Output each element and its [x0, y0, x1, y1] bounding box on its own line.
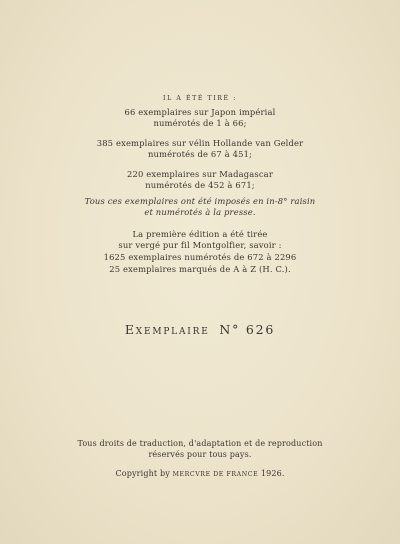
- rights-line-2: réservés pour tous pays.: [148, 450, 252, 459]
- tirage-line: et numérotés à la presse.: [144, 207, 256, 217]
- copyright-year: 1926.: [260, 469, 285, 478]
- rights-line-1: Tous droits de traduction, d'adaptation et de reproduction: [77, 439, 323, 448]
- copyright-prefix: Copyright by: [115, 469, 170, 478]
- tirage-line: 1625 exemplaires numérotés de 672 à 2296: [103, 252, 297, 262]
- tirage-line: 25 exemplaires marqués de A à Z (H. C.).: [109, 264, 291, 274]
- tirage-line: La première édition a été tirée: [132, 229, 268, 239]
- copyright-line: [0, 469, 400, 480]
- tirage-line: sur vergé pur fil Montgolfier, savoir :: [118, 240, 282, 250]
- tirage-line: 66 exemplaires sur Japon impérial: [124, 107, 276, 117]
- tirage-line: numérotés de 1 à 66;: [153, 118, 247, 128]
- tirage-line: 385 exemplaires sur vélin Hollande van Gelder: [96, 138, 304, 148]
- exemplaire-number: [0, 323, 400, 337]
- tirage-line: numérotés de 452 à 671;: [145, 180, 255, 190]
- exemplaire-label: Exemplaire: [124, 322, 210, 337]
- tirage-heading: IL A ÉTÉ TIRÉ :: [163, 95, 237, 102]
- tirage-line: numérotés de 67 à 451;: [147, 149, 253, 159]
- tirage-line: Tous ces exemplaires ont été imposés en in-8° raisin: [84, 196, 316, 206]
- exemplaire-value: N° 626: [219, 322, 276, 337]
- publisher-name: MERCVRE DE FRANCE: [172, 471, 259, 478]
- tirage-line: 220 exemplaires sur Madagascar: [127, 169, 273, 179]
